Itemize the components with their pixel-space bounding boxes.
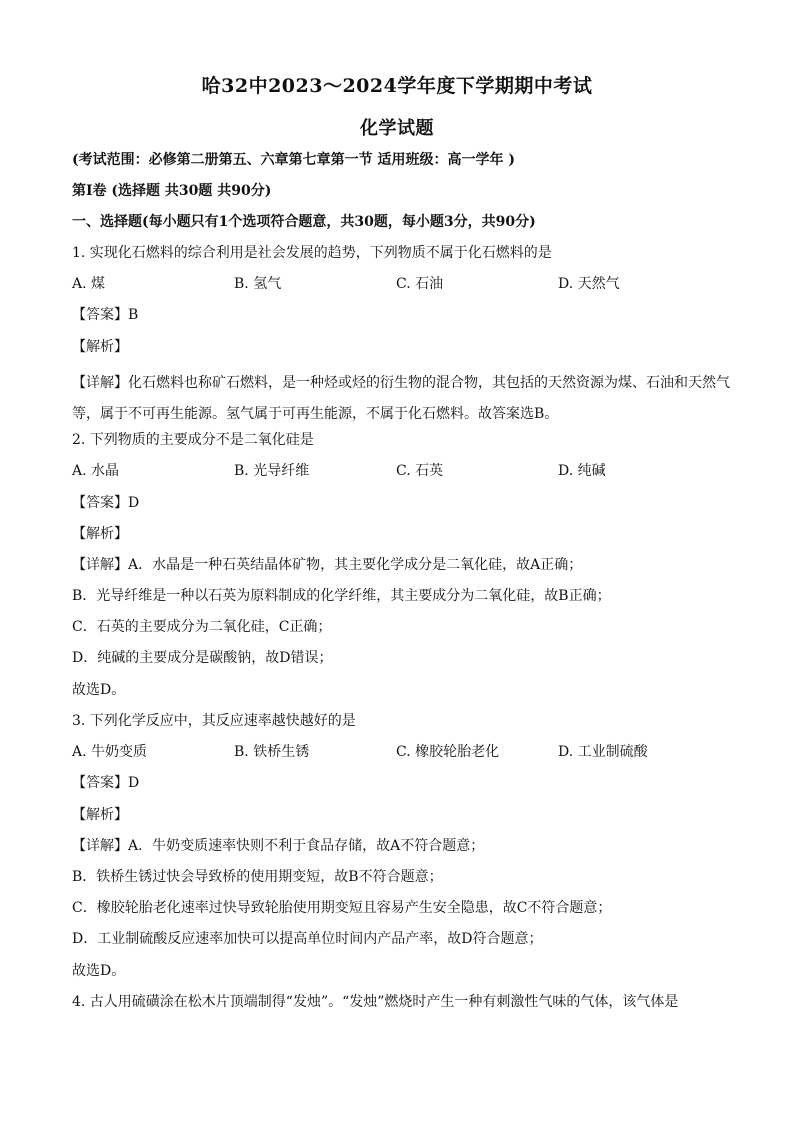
- question-3-option-b: B. 铁桥生锈: [234, 744, 310, 760]
- volume-heading: 第Ⅰ卷 (选择题 共30题 共90分): [72, 183, 272, 199]
- exam-title: 哈32中2023～2024学年度下学期期中考试: [201, 75, 593, 97]
- question-1-stem: 1. 实现化石燃料的综合利用是社会发展的趋势，下列物质不属于化石燃料的是: [72, 245, 552, 261]
- exam-subtitle: 化学试题: [360, 118, 434, 139]
- question-3-stem: 3. 下列化学反应中，其反应速率越快越好的是: [72, 713, 356, 729]
- question-2-answer: 【答案】D: [72, 495, 140, 511]
- question-3-detail-line: 【详解】A．牛奶变质速率快则不利于食品存储，故A不符合题意；: [72, 838, 485, 854]
- question-2-detail-line: D．纯碱的主要成分是碳酸钠，故D错误；: [72, 650, 333, 666]
- question-3-conclusion: 故选D。: [72, 963, 126, 979]
- question-2-stem: 2. 下列物质的主要成分不是二氧化硅是: [72, 432, 314, 448]
- question-2-option-b: B. 光导纤维: [234, 463, 310, 479]
- question-1-option-d: D. 天然气: [558, 276, 620, 292]
- question-3-option-a: A. 牛奶变质: [72, 744, 148, 760]
- question-1-analysis-label: 【解析】: [72, 339, 128, 355]
- question-3-option-c: C. 橡胶轮胎老化: [396, 744, 500, 760]
- question-2-detail-line: B．光导纤维是一种以石英为原料制成的化学纤维，其主要成分为二氧化硅，故B正确；: [72, 588, 611, 604]
- section-heading: 一、选择题(每小题只有1个选项符合题意，共30题，每小题3分，共90分): [72, 214, 536, 230]
- question-4-stem: 4. 古人用硫磺涂在松木片顶端制得“发烛”。“发烛”燃烧时产生一种有刺激性气味的气体，该气体是: [72, 994, 679, 1010]
- question-1-detail: 【详解】化石燃料也称矿石燃料，是一种烃或烃的衍生物的混合物，其包括的天然资源为煤、石油和天然气等，属于不可再生能源。氢气属于可再生能源，不属于化石燃料。故答案选B。: [72, 375, 730, 422]
- question-2-analysis-label: 【解析】: [72, 526, 128, 542]
- question-2-detail-line: 【详解】A．水晶是一种石英结晶体矿物，其主要化学成分是二氧化硅，故A正确；: [72, 557, 583, 573]
- question-1-option-a: A. 煤: [72, 276, 106, 292]
- question-1-answer: 【答案】B: [72, 307, 139, 323]
- question-2-option-a: A. 水晶: [72, 463, 120, 479]
- question-3-detail-line: C．橡胶轮胎老化速率过快导致轮胎使用期变短且容易产生安全隐患，故C不符合题意；: [72, 900, 612, 916]
- question-3-answer: 【答案】D: [72, 775, 140, 791]
- exam-scope: (考试范围：必修第二册第五、六章第七章第一节 适用班级：高一学年 ): [72, 152, 515, 168]
- question-2-detail-line: C．石英的主要成分为二氧化硅，C正确；: [72, 619, 332, 635]
- question-3-detail-line: D．工业制硫酸反应速率加快可以提高单位时间内产品产率，故D符合题意；: [72, 931, 543, 947]
- question-1-option-b: B. 氢气: [234, 276, 282, 292]
- question-3-detail-line: B．铁桥生锈过快会导致桥的使用期变短，故B不符合题意；: [72, 869, 443, 885]
- question-2-option-c: C. 石英: [396, 463, 444, 479]
- question-3-analysis-label: 【解析】: [72, 807, 128, 823]
- question-2-option-d: D. 纯碱: [558, 463, 606, 479]
- question-3-option-d: D. 工业制硫酸: [558, 744, 648, 760]
- question-1-option-c: C. 石油: [396, 276, 444, 292]
- question-2-conclusion: 故选D。: [72, 682, 126, 698]
